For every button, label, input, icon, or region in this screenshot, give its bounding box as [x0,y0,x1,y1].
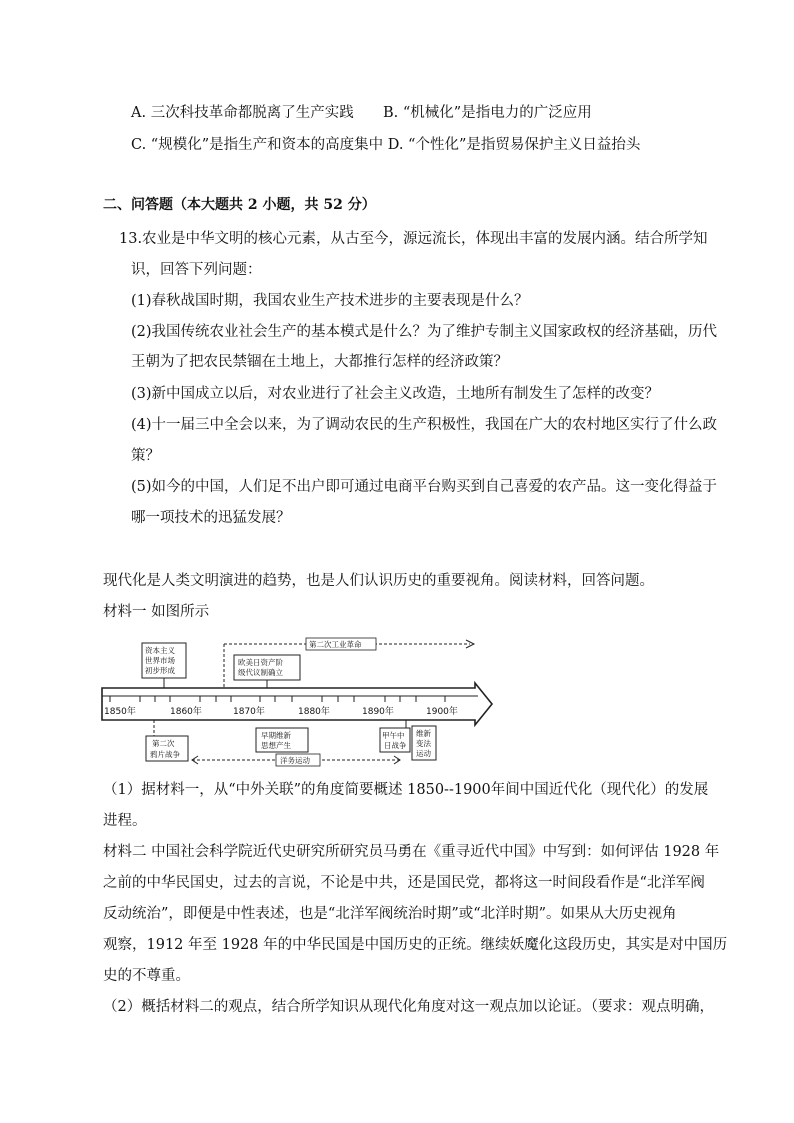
year-label-1870: 1870年 [233,707,265,717]
q13-part5-line1: (5)如今的中国，人们足不出户即可通过电商平台购买到自己喜爱的农产品。这一变化得益于 [131,479,718,495]
q13-part2-line1: (2)我国传统农业社会生产的基本模式是什么？为了维护专制主义国家政权的经济基础，历代 [131,324,718,340]
q13-part5-line2: 哪一项技术的迅猛发展？ [131,510,291,526]
option-a: A. 三次科技革命都脱离了生产实践 [131,105,354,121]
q14-sub1-line1: （1）据材料一，从“中外关联”的角度简要概述 1850--1900年间中国近代化（现代化）的发展 [103,782,709,798]
material2-line4: 观察，1912 年至 1928 年的中华民国是中国历史的正统。继续妖魔化这段历史，其实是对中国历 [103,937,728,953]
q14-intro: 现代化是人类文明演进的趋势，也是人们认识历史的重要视角。阅读材料，回答问题。 [103,573,654,589]
timeline-svg [100,632,500,767]
box-early-reform-l1: 早期维新 [261,731,291,740]
box-sino-japanese-l2: 日战争 [384,741,407,750]
year-label-1850: 1850年 [104,707,136,717]
year-label-1890: 1890年 [362,707,394,717]
section-heading: 二、问答题（本大题共 2 小题，共 52 分） [103,197,376,213]
box-opium-l1: 第二次 [152,739,175,748]
box-reform-l3: 运动 [416,749,431,758]
q13-intro-line2: 识，回答下列问题： [131,262,262,278]
box-capitalism-l3: 初步形成 [145,666,175,675]
q14-sub2-line1: （2）概括材料二的观点，结合所学知识从现代化角度对这一观点加以论证。（要求：观点明确， [103,999,714,1015]
material2-line5: 史的不尊重。 [103,968,190,984]
box-capitalism-l1: 资本主义 [145,646,175,655]
box-early-reform-l2: 思想产生 [261,741,291,750]
box-westernization-label: 洋务运动 [280,756,310,765]
timeline-arrow [102,683,492,725]
q13-part3: (3)新中国成立以后，对农业进行了社会主义改造，土地所有制发生了怎样的改变？ [131,386,660,402]
box-opium-l2: 鸦片战争 [150,750,180,759]
q13-part1: (1)春秋战国时期，我国农业生产技术进步的主要表现是什么？ [131,293,529,309]
material1-label: 材料一 如图所示 [103,604,210,620]
q13-part4-line1: (4)十一届三中全会以来，为了调动农民的生产积极性，我国在广大的农村地区实行了什么政 [131,417,718,433]
year-label-1900: 1900年 [426,707,458,717]
box-second-industrial-label: 第二次工业革命 [309,640,362,649]
box-sino-japanese-l1: 甲午中 [382,731,405,740]
box-bourgeois-l2: 级代议制确立 [238,668,283,677]
timeline-figure [100,632,500,767]
year-label-1860: 1860年 [170,707,202,717]
material2-line2: 之前的中华民国史，过去的言说，不论是中共，还是国民党，都将这一时间段看作是“北洋军阀 [103,875,705,891]
box-capitalism-l2: 世界市场 [145,656,175,665]
material2-line1: 材料二 中国社会科学院近代史研究所研究员马勇在《重寻近代中国》中写到：如何评估 1928 年 [103,844,720,860]
option-c-d: C. “规模化”是指生产和资本的高度集中 D. “个性化”是指贸易保护主义日益抬头 [131,137,641,153]
year-label-1880: 1880年 [298,707,330,717]
q13-part2-line2: 王朝为了把农民禁锢在土地上，大都推行怎样的经济政策？ [131,354,508,370]
option-b: B. “机械化”是指电力的广泛应用 [383,105,592,121]
box-reform-l2: 变法 [416,739,431,748]
box-bourgeois-l1: 欧美日资产阶 [238,658,283,667]
box-reform-l1: 维新 [416,729,431,738]
material2-line3: 反动统治”，即便是中性表述，也是“北洋军阀统治时期”或“北洋时期”。如果从大历史视角 [103,906,677,922]
q14-sub1-line2: 进程。 [103,813,147,829]
q13-part4-line2: 策？ [131,448,160,464]
q13-intro-line1: 13.农业是中华文明的核心元素，从古至今，源远流长，体现出丰富的发展内涵。结合所学知 [119,231,708,247]
